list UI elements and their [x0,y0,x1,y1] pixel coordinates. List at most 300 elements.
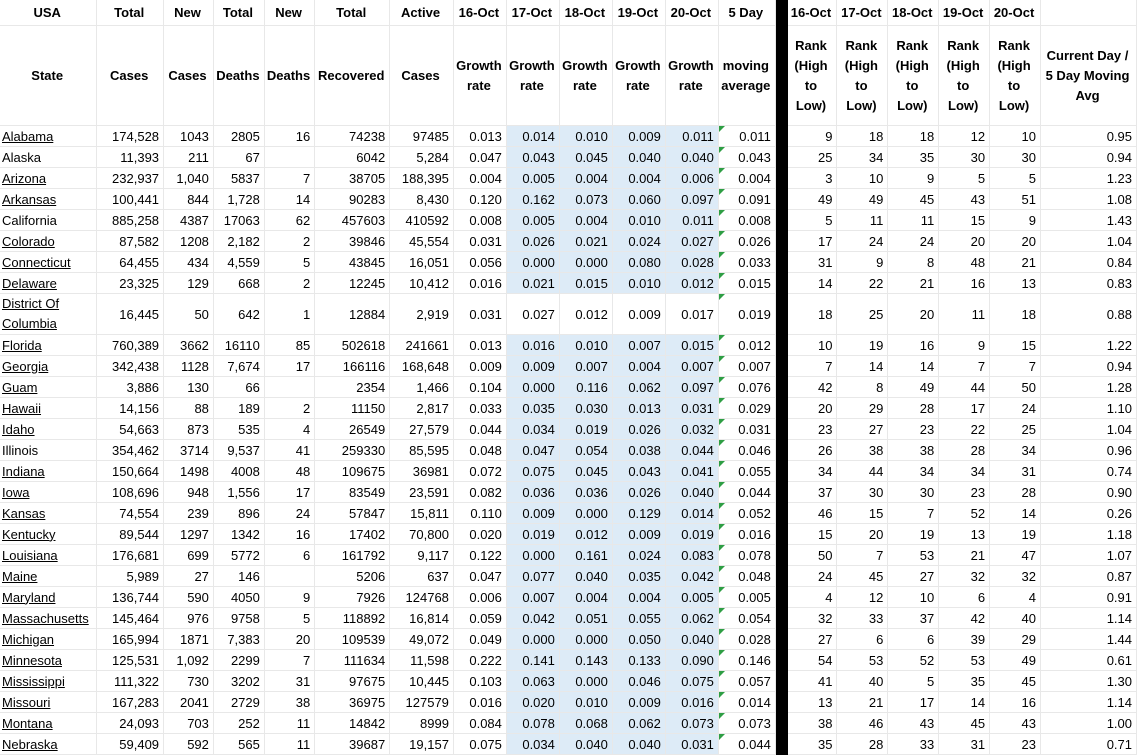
header-cell[interactable]: 20-Oct [665,0,718,26]
cell[interactable]: 0.004 [612,356,665,377]
cell[interactable]: 0.035 [506,398,559,419]
cell[interactable]: 24,093 [97,713,164,734]
cell[interactable]: 0.146 [718,650,775,671]
cell[interactable]: 11 [264,734,314,755]
cell[interactable]: 5 [787,210,837,231]
cell[interactable]: 0.043 [718,147,775,168]
cell[interactable]: 0.059 [453,608,506,629]
cell[interactable]: 0.000 [506,629,559,650]
cell[interactable]: 17402 [315,524,390,545]
cell[interactable]: 0.056 [453,252,506,273]
cell[interactable]: 33 [888,734,939,755]
cell[interactable]: 0.94 [1041,356,1137,377]
state-cell[interactable] [0,273,97,294]
cell[interactable]: 0.010 [612,210,665,231]
cell[interactable]: 45 [990,671,1041,692]
cell[interactable]: 1.30 [1041,671,1137,692]
cell[interactable]: 0.91 [1041,587,1137,608]
cell[interactable]: 18 [990,294,1041,335]
header-cell[interactable]: 20-Oct [990,0,1041,26]
cell[interactable]: 21 [990,252,1041,273]
cell[interactable]: 0.009 [612,524,665,545]
cell[interactable]: 14 [888,356,939,377]
state-cell[interactable] [0,734,97,755]
cell[interactable]: 0.000 [559,503,612,524]
cell[interactable]: 0.016 [665,692,718,713]
cell[interactable]: 2041 [164,692,214,713]
cell[interactable]: 2 [264,231,314,252]
cell[interactable]: 34 [990,440,1041,461]
cell[interactable]: 10,412 [390,273,454,294]
cell[interactable]: 0.054 [559,440,612,461]
cell[interactable]: 0.043 [612,461,665,482]
cell[interactable]: 0.031 [453,231,506,252]
cell[interactable]: 88 [164,398,214,419]
cell[interactable]: 0.020 [453,524,506,545]
cell[interactable]: 53 [837,650,888,671]
cell[interactable]: 43 [990,713,1041,734]
cell[interactable]: 0.031 [718,419,775,440]
cell[interactable]: 0.078 [718,545,775,566]
cell[interactable]: 0.083 [665,545,718,566]
cell[interactable]: 0.009 [453,356,506,377]
cell[interactable]: 38705 [315,168,390,189]
cell[interactable]: 34 [787,461,837,482]
cell[interactable]: 40 [837,671,888,692]
cell[interactable]: 0.012 [665,273,718,294]
cell[interactable]: 590 [164,587,214,608]
cell[interactable]: 50 [787,545,837,566]
cell[interactable]: 14 [990,503,1041,524]
cell[interactable]: 33 [837,608,888,629]
cell[interactable]: 11 [264,713,314,734]
cell[interactable]: 885,258 [97,210,164,231]
cell[interactable]: 53 [939,650,990,671]
cell[interactable]: 130 [164,377,214,398]
cell[interactable]: 25 [787,147,837,168]
cell[interactable]: 70,800 [390,524,454,545]
cell[interactable]: 23 [939,482,990,503]
cell[interactable]: 5 [939,168,990,189]
cell[interactable]: 19 [990,524,1041,545]
cell[interactable]: 31 [990,461,1041,482]
header-cell[interactable]: Deaths [213,26,264,126]
cell[interactable]: 259330 [315,440,390,461]
cell[interactable]: 1128 [164,356,214,377]
cell[interactable]: 90283 [315,189,390,210]
cell[interactable]: 136,744 [97,587,164,608]
header-cell[interactable]: Growth rate [453,26,506,126]
cell[interactable]: 5206 [315,566,390,587]
header-cell[interactable]: Rank (High to Low) [888,26,939,126]
cell[interactable]: 16 [939,273,990,294]
cell[interactable]: 6 [264,545,314,566]
cell[interactable]: 49 [787,189,837,210]
cell[interactable]: 1297 [164,524,214,545]
cell[interactable]: 699 [164,545,214,566]
cell[interactable]: 37 [787,482,837,503]
cell[interactable]: 0.005 [506,168,559,189]
cell[interactable]: 45,554 [390,231,454,252]
cell[interactable]: 27 [787,629,837,650]
cell[interactable]: 0.222 [453,650,506,671]
cell[interactable]: 0.016 [506,335,559,356]
cell[interactable]: 0.055 [612,608,665,629]
cell[interactable]: 1342 [213,524,264,545]
cell[interactable]: 0.009 [506,503,559,524]
cell[interactable]: 18 [787,294,837,335]
header-cell[interactable]: 18-Oct [888,0,939,26]
cell[interactable]: 2,817 [390,398,454,419]
cell[interactable]: 9,117 [390,545,454,566]
cell[interactable]: 31 [264,671,314,692]
cell[interactable]: 0.040 [612,147,665,168]
cell[interactable]: 3,886 [97,377,164,398]
cell[interactable]: 49,072 [390,629,454,650]
cell[interactable]: 14 [787,273,837,294]
state-cell[interactable] [0,671,97,692]
cell[interactable]: 97675 [315,671,390,692]
cell[interactable]: 74238 [315,126,390,147]
cell[interactable]: 48 [264,461,314,482]
state-cell[interactable] [0,419,97,440]
cell[interactable]: 0.062 [612,377,665,398]
cell[interactable]: 124768 [390,587,454,608]
cell[interactable]: 0.030 [559,398,612,419]
state-cell[interactable] [0,545,97,566]
cell[interactable]: 0.009 [506,356,559,377]
cell[interactable]: 15 [837,503,888,524]
cell[interactable]: 57847 [315,503,390,524]
cell[interactable]: 0.004 [612,168,665,189]
cell[interactable]: 239 [164,503,214,524]
cell[interactable]: 13 [990,273,1041,294]
cell[interactable]: 0.043 [506,147,559,168]
cell[interactable]: 168,648 [390,356,454,377]
cell[interactable]: 34 [837,147,888,168]
header-cell[interactable]: State [0,26,97,126]
cell[interactable]: 0.050 [612,629,665,650]
cell[interactable]: 0.008 [718,210,775,231]
cell[interactable]: 14 [939,692,990,713]
state-cell[interactable] [0,231,97,252]
cell[interactable]: 166116 [315,356,390,377]
cell[interactable]: 354,462 [97,440,164,461]
state-cell[interactable] [0,189,97,210]
cell[interactable]: 46 [837,713,888,734]
cell[interactable]: 10 [787,335,837,356]
cell[interactable]: 23,591 [390,482,454,503]
cell[interactable]: 2 [264,273,314,294]
cell[interactable]: 0.012 [718,335,775,356]
cell[interactable]: 1.22 [1041,335,1137,356]
cell[interactable]: 9 [939,335,990,356]
cell[interactable]: 0.049 [453,629,506,650]
cell[interactable]: 0.028 [665,252,718,273]
cell[interactable]: 0.072 [453,461,506,482]
cell[interactable]: 0.000 [506,377,559,398]
cell[interactable]: 16,445 [97,294,164,335]
header-cell[interactable]: Growth rate [559,26,612,126]
state-cell[interactable] [0,503,97,524]
header-cell[interactable]: Cases [97,26,164,126]
cell[interactable]: 252 [213,713,264,734]
cell[interactable]: 37 [888,608,939,629]
cell[interactable]: 0.029 [718,398,775,419]
cell[interactable]: 53 [888,545,939,566]
cell[interactable]: 0.027 [665,231,718,252]
cell[interactable]: 0.080 [612,252,665,273]
cell[interactable]: 0.055 [718,461,775,482]
cell[interactable]: 39846 [315,231,390,252]
cell[interactable]: 22 [939,419,990,440]
cell[interactable]: 85,595 [390,440,454,461]
cell[interactable]: 0.036 [506,482,559,503]
cell[interactable]: 15 [939,210,990,231]
cell[interactable]: 1043 [164,126,214,147]
cell[interactable]: 109675 [315,461,390,482]
cell[interactable]: 1.18 [1041,524,1137,545]
cell[interactable]: 7,383 [213,629,264,650]
cell[interactable]: 0.007 [665,356,718,377]
cell[interactable]: 668 [213,273,264,294]
cell[interactable]: 0.000 [506,252,559,273]
cell[interactable]: 873 [164,419,214,440]
cell[interactable]: 0.062 [612,713,665,734]
cell[interactable]: 0.013 [453,126,506,147]
cell[interactable]: 0.021 [559,231,612,252]
cell[interactable]: 5 [990,168,1041,189]
cell[interactable]: 637 [390,566,454,587]
cell[interactable]: 0.95 [1041,126,1137,147]
cell[interactable]: 38 [837,440,888,461]
cell[interactable]: 0.103 [453,671,506,692]
cell[interactable]: 2354 [315,377,390,398]
cell[interactable]: 0.073 [718,713,775,734]
header-cell[interactable]: USA [0,0,97,26]
cell[interactable]: 8,430 [390,189,454,210]
cell[interactable]: 64,455 [97,252,164,273]
cell[interactable]: 0.019 [665,524,718,545]
cell[interactable]: 0.71 [1041,734,1137,755]
cell[interactable]: 21 [888,273,939,294]
cell[interactable]: 0.091 [718,189,775,210]
header-cell[interactable]: Recovered [315,26,390,126]
cell[interactable]: 0.040 [665,482,718,503]
cell[interactable]: 232,937 [97,168,164,189]
cell[interactable]: 0.033 [718,252,775,273]
cell[interactable]: 0.009 [612,692,665,713]
cell[interactable]: 0.162 [506,189,559,210]
cell[interactable]: 7 [837,545,888,566]
state-cell[interactable] [0,461,97,482]
cell[interactable]: 241661 [390,335,454,356]
cell[interactable]: 12245 [315,273,390,294]
cell[interactable]: 20 [787,398,837,419]
header-cell[interactable]: Rank (High to Low) [939,26,990,126]
cell[interactable]: 9 [888,168,939,189]
header-cell[interactable]: New [164,0,214,26]
cell[interactable]: 42 [787,377,837,398]
cell[interactable]: 11 [837,210,888,231]
cell[interactable]: 83549 [315,482,390,503]
header-cell[interactable]: Growth rate [665,26,718,126]
cell[interactable]: 0.045 [559,461,612,482]
state-cell[interactable] [0,629,97,650]
cell[interactable]: 0.011 [665,126,718,147]
cell[interactable]: 67 [213,147,264,168]
cell[interactable]: 0.007 [718,356,775,377]
cell[interactable]: 17 [787,231,837,252]
cell[interactable]: 8 [837,377,888,398]
cell[interactable]: 19 [837,335,888,356]
cell[interactable]: 0.040 [612,734,665,755]
cell[interactable]: 48 [939,252,990,273]
cell[interactable]: 0.009 [612,126,665,147]
cell[interactable]: 0.010 [612,273,665,294]
cell[interactable]: 127579 [390,692,454,713]
state-cell[interactable] [0,482,97,503]
state-cell[interactable] [0,335,97,356]
cell[interactable]: 0.122 [453,545,506,566]
cell[interactable]: 24 [888,231,939,252]
cell[interactable]: 0.034 [506,734,559,755]
cell[interactable]: 1.14 [1041,608,1137,629]
cell[interactable]: 0.116 [559,377,612,398]
cell[interactable]: 730 [164,671,214,692]
cell[interactable]: 0.007 [559,356,612,377]
cell[interactable]: 8 [888,252,939,273]
cell[interactable]: 6042 [315,147,390,168]
cell[interactable]: 24 [264,503,314,524]
cell[interactable]: 17 [939,398,990,419]
cell[interactable]: 0.007 [612,335,665,356]
cell[interactable]: 0.000 [506,545,559,566]
cell[interactable]: 0.024 [612,545,665,566]
cell[interactable]: 16 [990,692,1041,713]
cell[interactable]: 14 [837,356,888,377]
cell[interactable]: 0.026 [718,231,775,252]
cell[interactable]: 74,554 [97,503,164,524]
cell[interactable]: 0.004 [559,210,612,231]
cell[interactable]: 39687 [315,734,390,755]
state-cell[interactable] [0,147,97,168]
cell[interactable]: 5 [264,608,314,629]
cell[interactable]: 0.046 [718,440,775,461]
cell[interactable]: 4008 [213,461,264,482]
cell[interactable]: 10,445 [390,671,454,692]
cell[interactable]: 145,464 [97,608,164,629]
cell[interactable]: 0.015 [665,335,718,356]
cell[interactable]: 4050 [213,587,264,608]
cell[interactable]: 0.075 [453,734,506,755]
state-cell[interactable] [0,210,97,231]
cell[interactable]: 50 [164,294,214,335]
cell[interactable]: 0.012 [559,524,612,545]
cell[interactable]: 1.07 [1041,545,1137,566]
cell[interactable]: 150,664 [97,461,164,482]
cell[interactable]: 0.047 [453,566,506,587]
cell[interactable]: 7 [888,503,939,524]
cell[interactable]: 0.076 [718,377,775,398]
cell[interactable]: 0.010 [559,335,612,356]
cell[interactable]: 1.43 [1041,210,1137,231]
header-cell[interactable]: New [264,0,314,26]
cell[interactable]: 5 [888,671,939,692]
header-cell[interactable]: Total [97,0,164,26]
cell[interactable]: 20 [939,231,990,252]
cell[interactable]: 44 [939,377,990,398]
cell[interactable]: 11150 [315,398,390,419]
cell[interactable]: 703 [164,713,214,734]
header-cell[interactable]: Growth rate [506,26,559,126]
cell[interactable]: 111634 [315,650,390,671]
cell[interactable]: 7 [264,650,314,671]
cell[interactable]: 0.016 [453,273,506,294]
cell[interactable]: 45 [888,189,939,210]
cell[interactable]: 0.048 [453,440,506,461]
state-cell[interactable] [0,126,97,147]
cell[interactable]: 5772 [213,545,264,566]
header-cell[interactable]: Total [315,0,390,26]
cell[interactable]: 66 [213,377,264,398]
cell[interactable]: 51 [990,189,1041,210]
cell[interactable]: 7 [990,356,1041,377]
cell[interactable]: 24 [837,231,888,252]
cell[interactable]: 34 [888,461,939,482]
cell[interactable]: 0.040 [559,566,612,587]
cell[interactable]: 0.042 [665,566,718,587]
state-cell[interactable] [0,440,97,461]
cell[interactable]: 0.161 [559,545,612,566]
cell[interactable]: 30 [888,482,939,503]
state-cell[interactable] [0,294,97,335]
cell[interactable]: 0.047 [506,440,559,461]
cell[interactable]: 502618 [315,335,390,356]
cell[interactable]: 9 [787,126,837,147]
cell[interactable]: 0.016 [718,524,775,545]
header-cell[interactable]: 19-Oct [612,0,665,26]
cell[interactable]: 23 [888,419,939,440]
cell[interactable]: 0.005 [718,587,775,608]
header-cell[interactable]: 17-Oct [837,0,888,26]
cell[interactable]: 49 [990,650,1041,671]
cell[interactable]: 0.044 [665,440,718,461]
cell[interactable]: 592 [164,734,214,755]
cell[interactable]: 12884 [315,294,390,335]
cell[interactable]: 2805 [213,126,264,147]
header-cell[interactable]: 18-Oct [559,0,612,26]
cell[interactable]: 0.024 [612,231,665,252]
cell[interactable]: 2729 [213,692,264,713]
state-cell[interactable] [0,566,97,587]
cell[interactable]: 0.031 [665,734,718,755]
cell[interactable]: 976 [164,608,214,629]
cell[interactable]: 44 [837,461,888,482]
cell[interactable]: 4 [787,587,837,608]
header-cell[interactable]: Rank (High to Low) [837,26,888,126]
cell[interactable]: 0.004 [453,168,506,189]
cell[interactable]: 24 [787,566,837,587]
cell[interactable]: 129 [164,273,214,294]
cell[interactable]: 1,728 [213,189,264,210]
cell[interactable]: 1.28 [1041,377,1137,398]
cell[interactable]: 0.96 [1041,440,1137,461]
cell[interactable]: 12 [939,126,990,147]
cell[interactable]: 0.045 [559,147,612,168]
cell[interactable]: 54 [787,650,837,671]
cell[interactable]: 35 [939,671,990,692]
